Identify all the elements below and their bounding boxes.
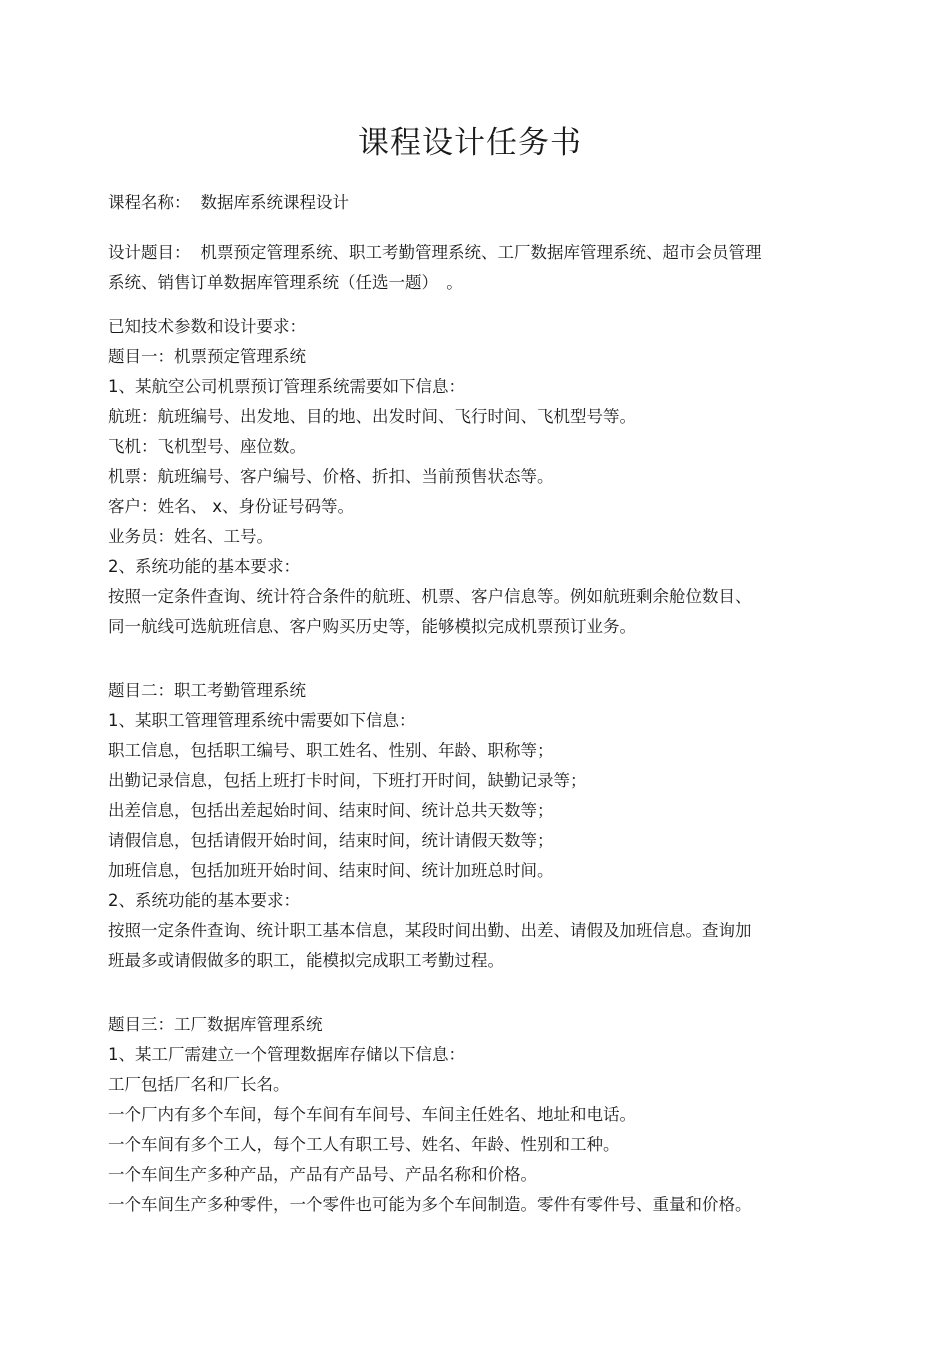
- paragraph-line: 2、系统功能的基本要求：: [108, 891, 300, 910]
- design-topic-block: [108, 238, 828, 298]
- paragraph-line: 1、某航空公司机票预订管理系统需要如下信息：: [108, 377, 465, 396]
- paragraph-line: 飞机：飞机型号、座位数。: [108, 437, 306, 456]
- paragraph-line: 加班信息，包括加班开始时间、结束时间、统计加班总时间。: [108, 861, 554, 880]
- paragraph-line: 机票：航班编号、客户编号、价格、折扣、当前预售状态等。: [108, 467, 554, 486]
- course-name-block: [108, 188, 828, 218]
- design-topic-line-1: 机票预定管理系统、职工考勤管理系统、工厂数据库管理系统、超市会员管理: [200, 243, 762, 262]
- paragraph-line: 一个厂内有多个车间，每个车间有车间号、车间主任姓名、地址和电话。: [108, 1105, 636, 1124]
- paragraph-line: 请假信息，包括请假开始时间，结束时间，统计请假天数等；: [108, 831, 554, 850]
- paragraph-line: 出差信息，包括出差起始时间、结束时间、统计总共天数等；: [108, 801, 554, 820]
- design-topic-label: 设计题目：: [108, 243, 191, 262]
- section-heading: 题目一：机票预定管理系统: [108, 347, 306, 366]
- paragraph-line: 按照一定条件查询、统计职工基本信息，某段时间出勤、出差、请假及加班信息。查询加: [108, 921, 752, 940]
- paragraph-line: 一个车间有多个工人，每个工人有职工号、姓名、年龄、性别和工种。: [108, 1135, 620, 1154]
- section-topic-two: [108, 676, 828, 976]
- section-topic-three: [108, 1010, 828, 1220]
- paragraph-line: 航班：航班编号、出发地、目的地、出发时间、飞行时间、飞机型号等。: [108, 407, 636, 426]
- paragraph-line: 客户：姓名、 x、身份证号码等。: [108, 497, 355, 516]
- paragraph-line: 工厂包括厂名和厂长名。: [108, 1075, 290, 1094]
- paragraph-line: 一个车间生产多种产品，产品有产品号、产品名称和价格。: [108, 1165, 537, 1184]
- section-heading: 题目二：职工考勤管理系统: [108, 681, 306, 700]
- design-topic-line-2: 系统、销售订单数据库管理系统（任选一题） 。: [108, 273, 463, 292]
- paragraph-line: 业务员：姓名、工号。: [108, 527, 273, 546]
- paragraph-line: 1、某工厂需建立一个管理数据库存储以下信息：: [108, 1045, 465, 1064]
- paragraph-line: 出勤记录信息，包括上班打卡时间，下班打开时间，缺勤记录等；: [108, 771, 587, 790]
- paragraph-line: 职工信息，包括职工编号、职工姓名、性别、年龄、职称等；: [108, 741, 554, 760]
- document-title: 课程设计任务书: [358, 125, 582, 161]
- course-name-label: 课程名称：: [108, 193, 191, 212]
- paragraph-line: 一个车间生产多种零件，一个零件也可能为多个车间制造。零件有零件号、重量和价格。: [108, 1195, 752, 1214]
- course-name-value: 数据库系统课程设计: [200, 193, 349, 212]
- paragraph-line: 1、某职工管理管理系统中需要如下信息：: [108, 711, 416, 730]
- paragraph-line: 班最多或请假做多的职工，能模拟完成职工考勤过程。: [108, 951, 504, 970]
- paragraph-line: 同一航线可选航班信息、客户购买历史等，能够模拟完成机票预订业务。: [108, 617, 636, 636]
- paragraph-line: 按照一定条件查询、统计符合条件的航班、机票、客户信息等。例如航班剩余舱位数目、: [108, 587, 752, 606]
- paragraph-line: 已知技术参数和设计要求：: [108, 317, 306, 336]
- paragraph-line: 2、系统功能的基本要求：: [108, 557, 300, 576]
- section-topic-one: [108, 312, 828, 642]
- section-heading: 题目三：工厂数据库管理系统: [108, 1015, 323, 1034]
